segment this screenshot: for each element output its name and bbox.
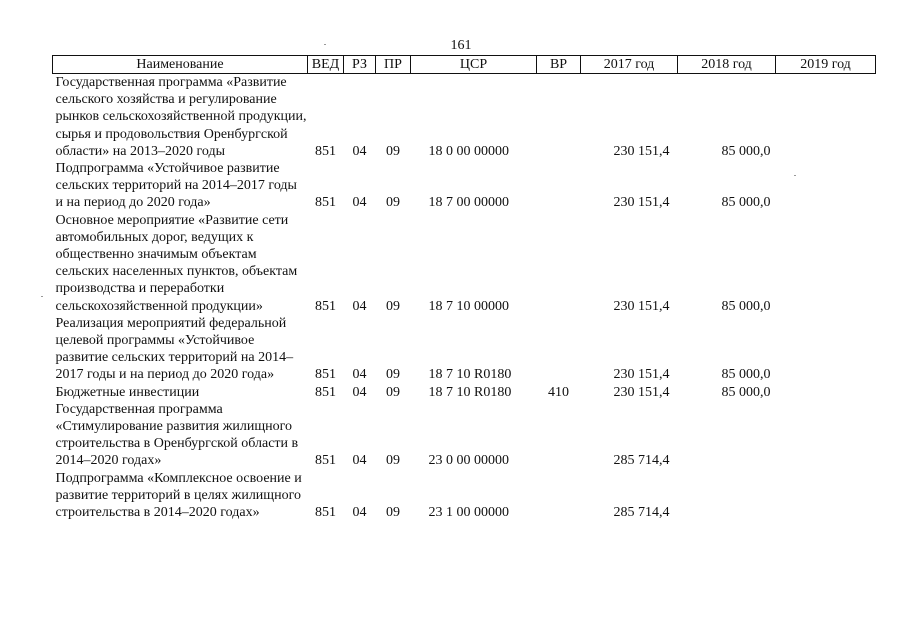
row-rz: 04 (352, 505, 367, 521)
row-ved: 851 (315, 505, 336, 521)
row-2017: 230 151,4 (613, 384, 670, 400)
row-csr: 18 0 00 00000 (428, 143, 509, 159)
row-pr: 09 (386, 384, 400, 400)
header-2018: 2018 год (678, 56, 776, 74)
row-2018: 85 000,0 (721, 384, 771, 400)
header-csr: ЦСР (411, 56, 537, 74)
row-ved: 851 (315, 298, 336, 314)
row-vr: 410 (548, 384, 569, 400)
row-csr: 23 0 00 00000 (428, 453, 509, 469)
row-2017: 230 151,4 (613, 367, 670, 383)
header-rz: РЗ (344, 56, 376, 74)
row-pr: 09 (386, 298, 400, 314)
row-csr: 18 7 00 00000 (428, 195, 509, 211)
row-ved: 851 (315, 143, 336, 159)
budget-table (52, 55, 876, 521)
row-vr (537, 160, 581, 212)
row-2017: 230 151,4 (613, 195, 670, 211)
row-2017: 230 151,4 (613, 298, 670, 314)
row-rz: 04 (352, 143, 367, 159)
row-2018: 85 000,0 (721, 143, 771, 159)
header-2017: 2017 год (581, 56, 678, 74)
row-vr (537, 470, 581, 522)
header-vr: ВР (537, 56, 581, 74)
header-pr: ПР (376, 56, 411, 74)
row-2018 (678, 470, 776, 522)
row-2019 (776, 401, 876, 470)
row-vr (537, 401, 581, 470)
header-name: Наименование (53, 56, 308, 74)
row-2019 (776, 384, 876, 401)
row-rz: 04 (352, 453, 367, 469)
row-2017: 285 714,4 (613, 453, 670, 469)
row-2017: 285 714,4 (613, 505, 670, 521)
scan-speck (794, 175, 796, 176)
row-pr: 09 (386, 453, 400, 469)
row-ved: 851 (315, 195, 336, 211)
header-ved: ВЕД (308, 56, 344, 74)
row-name: Государственная программа «Развитие сельского хозяйства и регулирование рынков сельскохозяйственной продукции, сырья и продовольствия Оренбургской области» на 2013–2020 годы (55, 75, 307, 159)
row-rz: 04 (352, 195, 367, 211)
scan-speck (41, 296, 43, 297)
row-pr: 09 (386, 143, 400, 159)
row-2018: 85 000,0 (721, 367, 771, 383)
row-vr (537, 74, 581, 161)
row-pr: 09 (386, 505, 400, 521)
row-rz: 04 (352, 298, 367, 314)
row-ved: 851 (315, 367, 336, 383)
table-row (53, 212, 876, 315)
row-2017: 230 151,4 (613, 143, 670, 159)
row-2018 (678, 401, 776, 470)
table-row (53, 401, 876, 470)
header-2019: 2019 год (776, 56, 876, 74)
row-ved: 851 (315, 384, 336, 400)
row-2018: 85 000,0 (721, 195, 771, 211)
row-csr: 18 7 10 R0180 (428, 367, 512, 383)
table-row (53, 315, 876, 384)
row-name: Государственная программа «Стимулирование развития жилищного строительства в Оренбургской области в 2014–2020 годах» (55, 401, 299, 469)
row-2019 (776, 212, 876, 315)
row-2019 (776, 160, 876, 212)
row-2019 (776, 315, 876, 384)
table-row (53, 160, 876, 212)
table-row (53, 470, 876, 522)
row-2019 (776, 74, 876, 161)
page-number: 161 (450, 38, 472, 53)
scan-speck (324, 44, 326, 45)
row-name: Основное мероприятие «Развитие сети автомобильных дорог, ведущих к общественно значимым объектам сельских населенных пунктов, объектам производства и переработки сельскохозяйственной продукции» (55, 212, 298, 314)
row-vr (537, 315, 581, 384)
row-rz: 04 (352, 367, 367, 383)
row-csr: 18 7 10 R0180 (428, 384, 512, 400)
row-pr: 09 (386, 195, 400, 211)
row-name: Реализация мероприятий федеральной целевой программы «Устойчивое развитие сельских территорий на 2014–2017 годы и на период до 2020 года» (55, 315, 294, 383)
row-pr: 09 (386, 367, 400, 383)
row-vr (537, 212, 581, 315)
row-name: Подпрограмма «Комплексное освоение и развитие территорий в целях жилищного строительства в 2014–2020 годах» (55, 470, 302, 521)
header-row (53, 56, 876, 74)
row-2018: 85 000,0 (721, 298, 771, 314)
row-ved: 851 (315, 453, 336, 469)
row-rz: 04 (352, 384, 367, 400)
row-csr: 23 1 00 00000 (428, 505, 509, 521)
table-row (53, 384, 876, 401)
row-name: Подпрограмма «Устойчивое развитие сельских территорий на 2014–2017 годы и на период до 2020 года» (55, 161, 297, 211)
table-row (53, 74, 876, 161)
row-name: Бюджетные инвестиции (55, 384, 200, 400)
row-csr: 18 7 10 00000 (428, 298, 509, 314)
row-2019 (776, 470, 876, 522)
